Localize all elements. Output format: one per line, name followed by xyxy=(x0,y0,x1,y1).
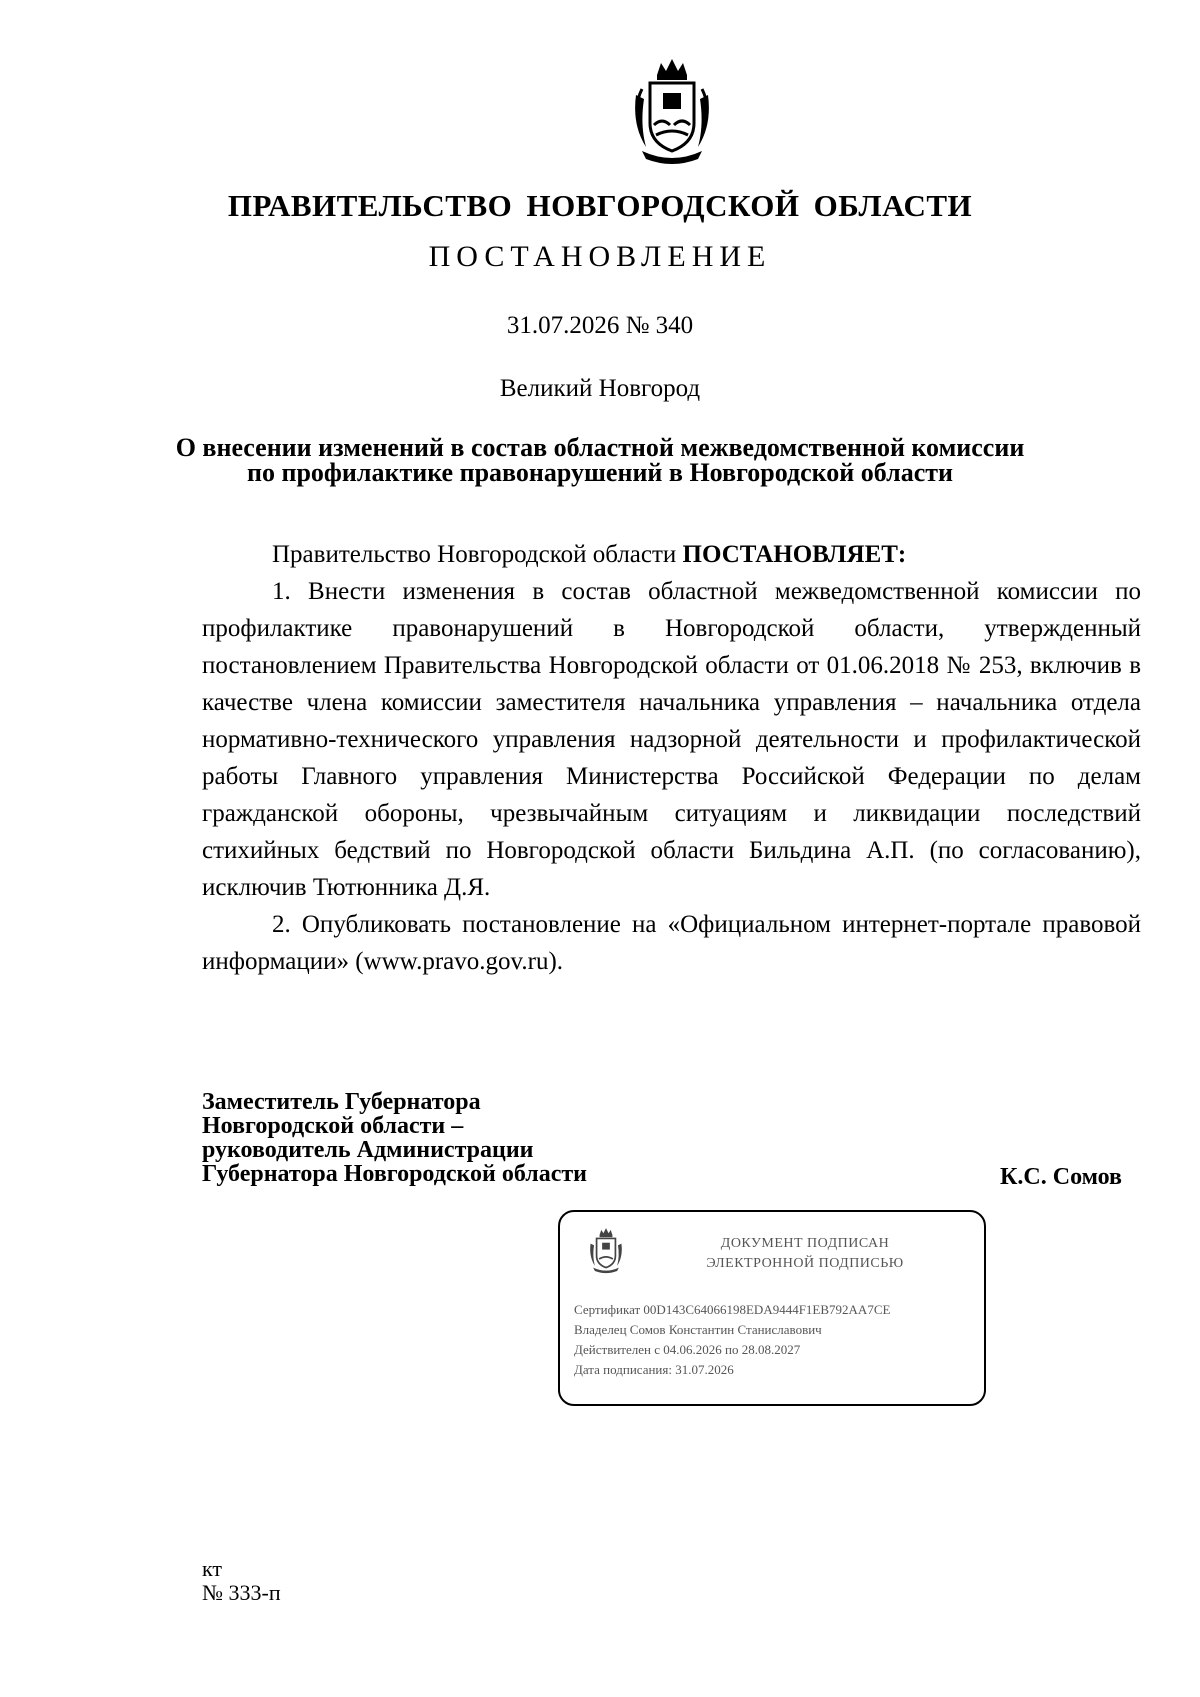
certificate-owner: Владелец Сомов Константин Станиславович xyxy=(574,1322,822,1337)
novgorod-coat-of-arms-icon xyxy=(588,1226,624,1274)
stamp-title xyxy=(640,1234,970,1274)
document-subject xyxy=(0,435,1200,485)
document-type: ПОСТАНОВЛЕНИЕ xyxy=(428,240,772,273)
signer-position-line: Губернатора Новгородской области xyxy=(202,1161,588,1187)
resolution-item-1: 1. Внести изменения в состав областной межведомственной комиссии по профилактике правонарушений в Новгородской области, утвержденный постановлением Правительства Новгородской области от 01.06.2018 № 253, включив в качестве члена комиссии заместителя начальника управления – начальника отдела нормативно-технического управления надзорной деятельности и профилактической работы Главного управления Министерства Российской Федерации по делам гражданской обороны, чрезвычайным ситуациям и ликвидации последствий стихийных бедствий по Новгородской области Бильдина А.П. (по согласованию), исключив Тютюнника Д.Я. xyxy=(202,578,1141,901)
stamp-title-line-2: ЭЛЕКТРОННОЙ ПОДПИСЬЮ xyxy=(706,1256,904,1271)
stamp-emblem xyxy=(588,1226,624,1274)
signer-position-line: Новгородской области – xyxy=(202,1113,464,1139)
novgorod-coat-of-arms-icon xyxy=(630,55,714,165)
signer-position-line: Заместитель Губернатора xyxy=(202,1089,481,1115)
electronic-signature-stamp xyxy=(558,1210,986,1406)
lead-resolves: ПОСТАНОВЛЯЕТ: xyxy=(682,541,907,568)
resolution-lead xyxy=(202,536,1141,573)
document-body xyxy=(202,536,1141,980)
footer-number: № 333-п xyxy=(202,1580,281,1605)
city: Великий Новгород xyxy=(499,375,701,402)
signing-date: Дата подписания: 31.07.2026 xyxy=(574,1362,734,1377)
subject-line-1: О внесении изменений в состав областной межведомственной комиссии xyxy=(175,433,1025,462)
government-title: ПРАВИТЕЛЬСТВО НОВГОРОДСКОЙ ОБЛАСТИ xyxy=(227,188,973,223)
lead-text: Правительство Новгородской области xyxy=(272,541,683,568)
resolution-item-2: 2. Опубликовать постановление на «Официальном интернет-портале правовой информации» (www.pravo.gov.ru). xyxy=(202,911,1141,975)
certificate-number: Сертификат 00D143C64066198EDA9444F1EB792AA7CE xyxy=(574,1302,891,1317)
signer-position xyxy=(202,1090,587,1186)
footer-reference xyxy=(202,1557,281,1605)
signer-name: К.С. Сомов xyxy=(1000,1164,1123,1190)
signer-position-line: руководитель Администрации xyxy=(202,1137,534,1163)
date-and-number: 31.07.2026 № 340 xyxy=(506,312,694,339)
coat-of-arms-emblem xyxy=(630,55,714,165)
stamp-title-line-1: ДОКУМЕНТ ПОДПИСАН xyxy=(720,1236,890,1251)
stamp-details xyxy=(574,1300,890,1380)
subject-line-2: по профилактике правонарушений в Новгородской области xyxy=(247,458,953,487)
footer-code: кт xyxy=(202,1556,223,1581)
certificate-validity: Действителен с 04.06.2026 по 28.08.2027 xyxy=(574,1342,801,1357)
